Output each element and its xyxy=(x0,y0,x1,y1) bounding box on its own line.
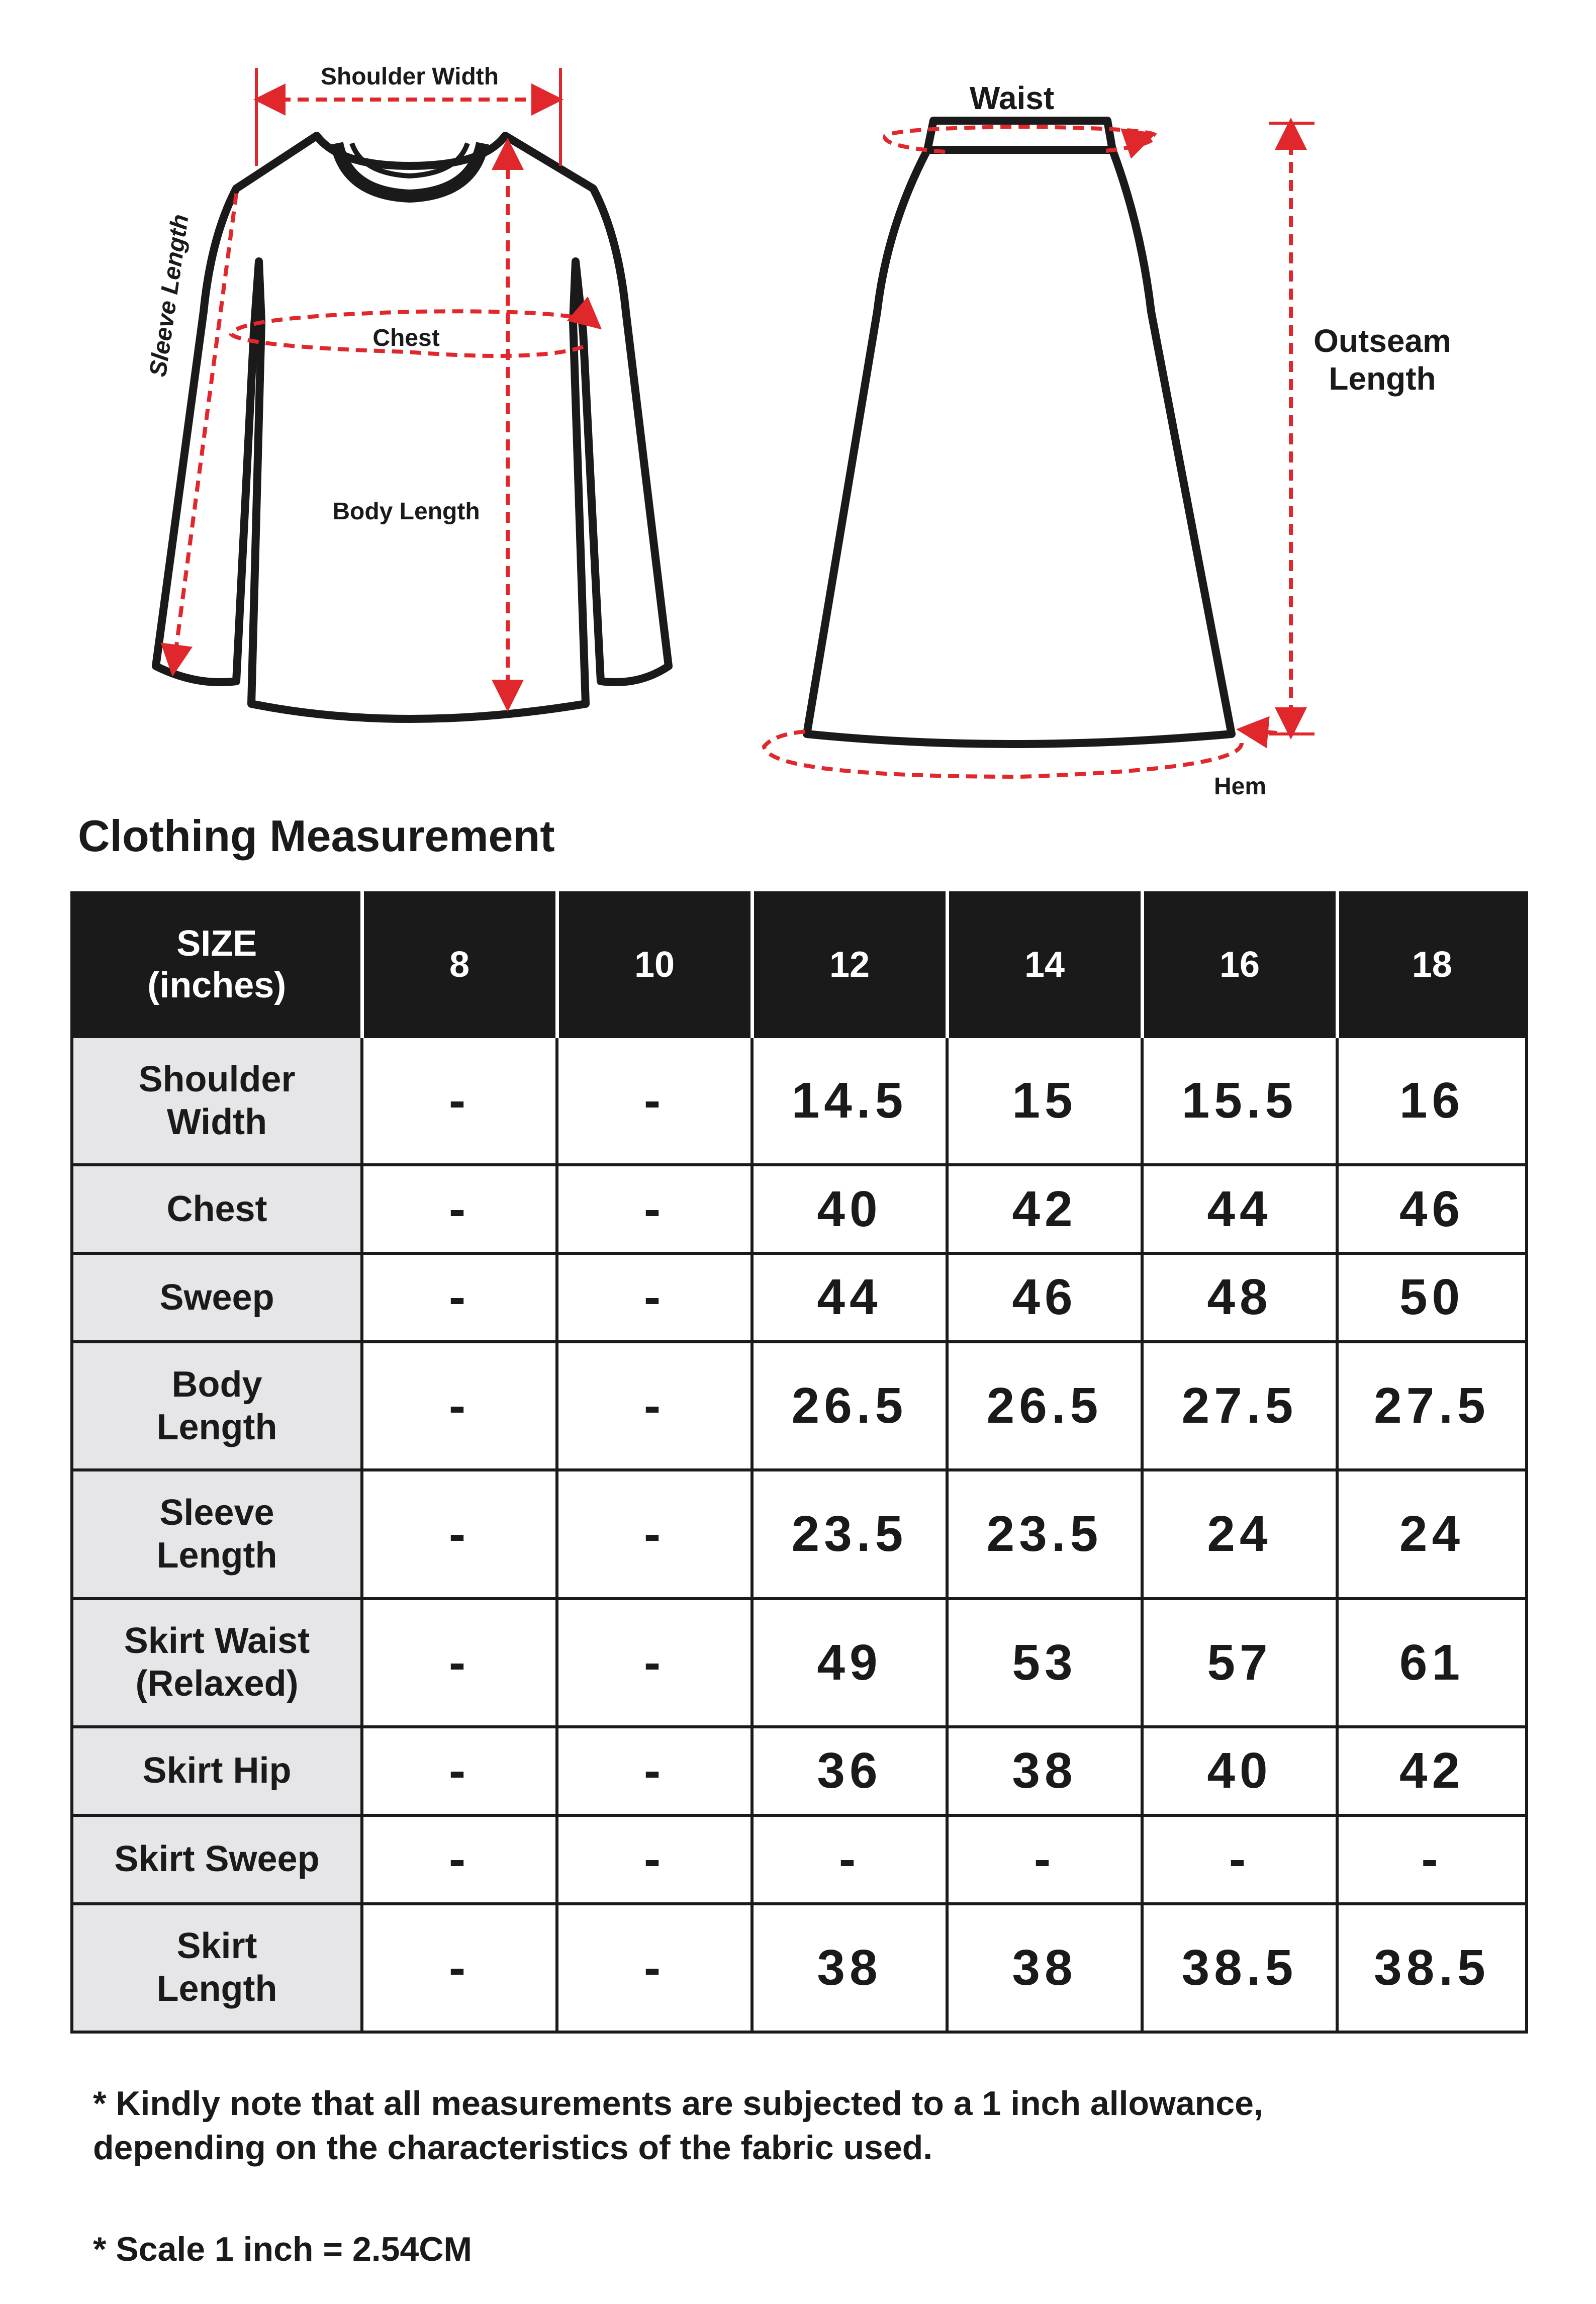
table-row xyxy=(72,1599,1527,1727)
size-col-header: 14 xyxy=(947,893,1142,1037)
row-label: Skirt Waist (Relaxed) xyxy=(72,1599,362,1727)
row-label: Skirt Length xyxy=(72,1904,362,2033)
size-col-header: 8 xyxy=(362,893,557,1037)
table-cell: 23.5 xyxy=(947,1470,1142,1598)
size-col-header: 12 xyxy=(752,893,947,1037)
size-chart-table xyxy=(70,891,1528,2034)
size-col-header: 18 xyxy=(1337,893,1527,1037)
garment-diagram xyxy=(0,0,1596,824)
table-cell: - xyxy=(362,1253,557,1342)
table-cell: 40 xyxy=(752,1165,947,1253)
row-label: Skirt Hip xyxy=(72,1727,362,1815)
table-cell: - xyxy=(947,1815,1142,1904)
table-cell: 44 xyxy=(752,1253,947,1342)
table-cell: 61 xyxy=(1337,1599,1527,1727)
table-cell: 38.5 xyxy=(1142,1904,1337,2033)
table-cell: - xyxy=(557,1815,752,1904)
table-cell: 26.5 xyxy=(752,1342,947,1470)
allowance-note: * Kindly note that all measurements are subjected to a 1 inch allowance, depending on the characteristics of the fabric used. xyxy=(93,2084,1263,2167)
table-cell: - xyxy=(557,1904,752,2033)
row-label: Body Length xyxy=(72,1342,362,1470)
table-cell: 42 xyxy=(1337,1727,1527,1815)
hem-label: Hem xyxy=(1213,773,1267,800)
row-label: Chest xyxy=(72,1165,362,1253)
table-cell: 27.5 xyxy=(1142,1342,1337,1470)
table-cell: 23.5 xyxy=(752,1470,947,1598)
table-cell: - xyxy=(1142,1815,1337,1904)
table-cell: 38.5 xyxy=(1337,1904,1527,2033)
table-cell: 53 xyxy=(947,1599,1142,1727)
table-cell: 26.5 xyxy=(947,1342,1142,1470)
table-cell: 14.5 xyxy=(752,1037,947,1165)
table-row xyxy=(72,1470,1527,1598)
table-cell: 40 xyxy=(1142,1727,1337,1815)
table-cell: 46 xyxy=(1337,1165,1527,1253)
table-cell: 46 xyxy=(947,1253,1142,1342)
table-cell: - xyxy=(362,1904,557,2033)
section-title: Clothing Measurement xyxy=(78,811,555,861)
table-cell: - xyxy=(362,1165,557,1253)
top-garment-outline xyxy=(156,136,669,719)
table-cell: - xyxy=(557,1727,752,1815)
table-cell: - xyxy=(362,1815,557,1904)
row-label: Sweep xyxy=(72,1253,362,1342)
table-cell: 27.5 xyxy=(1337,1342,1527,1470)
table-cell: - xyxy=(362,1727,557,1815)
table-row xyxy=(72,1815,1527,1904)
table-cell: - xyxy=(752,1815,947,1904)
size-header-label: SIZE (inches) xyxy=(72,893,362,1037)
table-row xyxy=(72,1904,1527,2033)
table-cell: - xyxy=(362,1470,557,1598)
table-row xyxy=(72,1727,1527,1815)
table-row xyxy=(72,1037,1527,1165)
table-cell: 42 xyxy=(947,1165,1142,1253)
table-cell: 24 xyxy=(1142,1470,1337,1598)
skirt-outline xyxy=(807,121,1232,744)
scale-note: * Scale 1 inch = 2.54CM xyxy=(93,2230,473,2268)
table-cell: - xyxy=(557,1037,752,1165)
table-cell: 50 xyxy=(1337,1253,1527,1342)
table-cell: 44 xyxy=(1142,1165,1337,1253)
table-row xyxy=(72,1253,1527,1342)
table-row xyxy=(72,1342,1527,1470)
table-cell: - xyxy=(557,1470,752,1598)
table-cell: 16 xyxy=(1337,1037,1527,1165)
table-cell: - xyxy=(362,1599,557,1727)
table-cell: - xyxy=(557,1165,752,1253)
row-label: Sleeve Length xyxy=(72,1470,362,1598)
table-cell: 38 xyxy=(947,1904,1142,2033)
chest-label: Chest xyxy=(372,325,440,351)
table-row xyxy=(72,1165,1527,1253)
table-cell: - xyxy=(1337,1815,1527,1904)
table-cell: 36 xyxy=(752,1727,947,1815)
table-cell: - xyxy=(557,1342,752,1470)
outseam-label-line2: Length xyxy=(1329,360,1436,397)
row-label: Shoulder Width xyxy=(72,1037,362,1165)
table-cell: 49 xyxy=(752,1599,947,1727)
table-cell: - xyxy=(557,1253,752,1342)
table-cell: 15 xyxy=(947,1037,1142,1165)
waist-label: Waist xyxy=(969,80,1055,116)
size-col-header: 10 xyxy=(557,893,752,1037)
row-label: Skirt Sweep xyxy=(72,1815,362,1904)
size-header-row xyxy=(72,893,1527,1037)
outseam-label-line1: Outseam xyxy=(1313,323,1451,359)
table-cell: 24 xyxy=(1337,1470,1527,1598)
table-cell: - xyxy=(362,1342,557,1470)
body-length-label: Body Length xyxy=(332,498,480,525)
table-cell: 38 xyxy=(947,1727,1142,1815)
sleeve-length-label: Sleeve Length xyxy=(144,213,194,379)
table-cell: - xyxy=(362,1037,557,1165)
table-cell: 38 xyxy=(752,1904,947,2033)
shoulder-width-label: Shoulder Width xyxy=(320,63,499,90)
size-col-header: 16 xyxy=(1142,893,1337,1037)
table-cell: 15.5 xyxy=(1142,1037,1337,1165)
table-cell: - xyxy=(557,1599,752,1727)
table-cell: 48 xyxy=(1142,1253,1337,1342)
table-cell: 57 xyxy=(1142,1599,1337,1727)
